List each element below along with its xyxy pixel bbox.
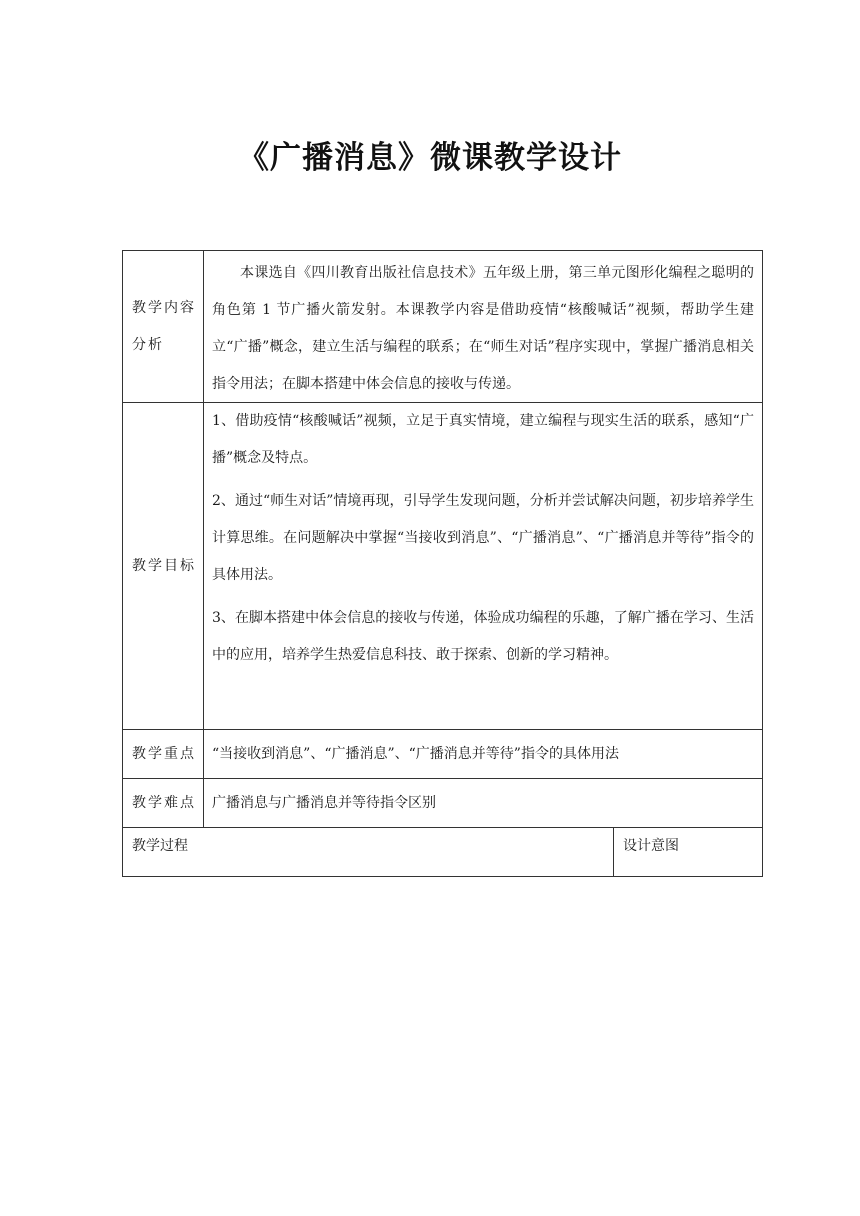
row-teaching-process [123,827,762,876]
design-intent-label: 设计意图 [623,838,679,854]
row-difficulties [123,778,762,827]
row-key-points [123,729,762,778]
row-label-goals: 教学目标 [123,403,204,729]
row-content-analysis [123,251,762,402]
key-points-text: “当接收到消息”、“广播消息”、“广播消息并等待”指令的具体用法 [212,745,619,762]
document-title: 《广播消息》微课教学设计 [238,140,622,176]
goal-item-2: 2、通过“师生对话”情境再现，引导学生发现问题，分析并尝试解决问题，初步培养学生计算思维。在问题解决中掌握“当接收到消息”、“广播消息”、“广播消息并等待”指令的具体用法。 [212,493,754,583]
goal-item-1: 1、借助疫情“核酸喊话”视频，立足于真实情境，建立编程与现实生活的联系，感知“广播”概念及特点。 [212,413,754,466]
difficulties-text: 广播消息与广播消息并等待指令区别 [212,794,436,811]
goal-item-3: 3、在脚本搭建中体会信息的接收与传递，体验成功编程的乐趣，了解广播在学习、生活中的应用，培养学生热爱信息科技、敢于探索、创新的学习精神。 [212,610,754,663]
row-label-analysis: 教学内容分析 [123,251,204,402]
row-label-key-points: 教学重点 [123,730,204,778]
goals-list [204,403,762,729]
lesson-plan-table [122,250,763,877]
row-label-difficulties: 教学难点 [123,779,204,827]
process-label: 教学过程 [123,828,614,876]
content-analysis-text: 本课选自《四川教育出版社信息技术》五年级上册，第三单元图形化编程之聪明的角色第 1 节广播火箭发射。本课教学内容是借助疫情“核酸喊话”视频，帮助学生建立“广播”概念，建立生活与编程的联系；在“师生对话”程序实现中，掌握广播消息相关指令用法；在脚本搭建中体会信息的接收与传递。 [212,265,754,392]
row-teaching-goals [123,402,762,729]
